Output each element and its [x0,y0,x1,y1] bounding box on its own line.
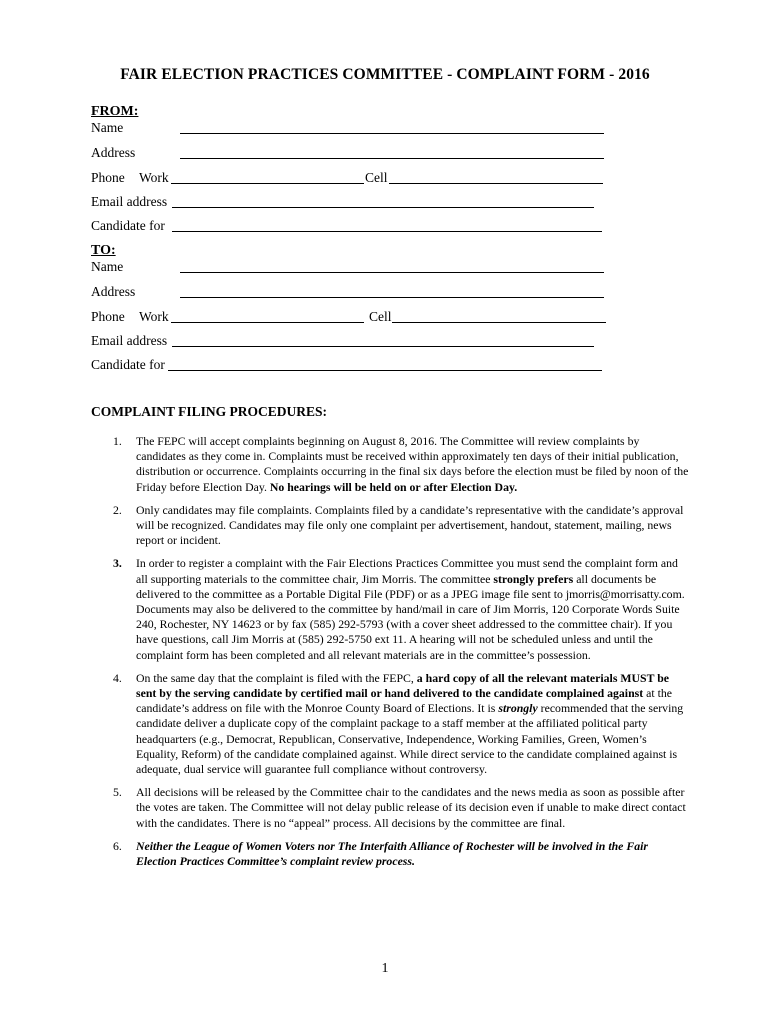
to-heading: TO: [91,243,116,258]
procedure-item [91,503,689,549]
procedure-text: The FEPC will accept complaints beginning on August 8, 2016. The Committee will review complaints by candidates as they come in. Complaints must be received within approximately ten days of their initial publication, distribution or occurrence. Complaints occurring in the final six days before the election must be filed by noon of the Friday before Election Day. [136,434,689,494]
from-email-label: Email address [91,194,168,209]
from-address-field[interactable] [180,158,604,159]
from-name-label: Name [91,120,124,135]
to-work-label: Work [139,309,169,324]
form-title: FAIR ELECTION PRACTICES COMMITTEE - COMPLAINT FORM - 2016 [120,66,650,83]
procedure-number: 4. [113,670,122,685]
procedure-number: 6. [113,838,122,853]
procedure-text: All decisions will be released by the Committee chair to the candidates and the news media as soon as possible after the votes are taken. The Committee will not delay public release of its decision even if unable to make direct contact with the candidates. There is no “appeal” process. All decisions by the committee are final. [136,785,686,830]
procedure-item [91,671,689,777]
procedure-bold-italic-text: Neither the League of Women Voters nor The Interfaith Alliance of Rochester will be involved in the Fair Election Practices Committee’s complaint review process. [136,838,648,869]
procedure-bold-text: strongly prefers [493,571,574,586]
procedure-text: all documents be delivered to the committee as a Portable Digital File (PDF) or as a JPEG image file sent to jmorris@morrisatty.com. Documents may also be delivered to the committee by hand/mail in care of Jim Morris, 120 Corporate Words Suite 240, Rochester, NY 14623 or by fax (585) 292-5793 (with a cover sheet addressed to the committee chair). If you have questions, call Jim Morris at (585) 292-5750 ext 11. A hearing will not be scheduled unless and until the complaint form has been completed and all relevant materials are in the committee’s possession. [136,571,685,662]
from-cell-label: Cell [365,170,388,185]
to-phone-label: Phone [91,309,125,324]
to-name-field[interactable] [180,272,604,273]
to-address-label: Address [91,284,136,299]
to-candidate-field[interactable] [168,370,602,371]
procedure-item [91,839,689,869]
from-work-label: Work [139,170,169,185]
from-candidate-label: Candidate for [91,218,165,233]
procedure-text: On the same day that the complaint is filed with the FEPC, [136,670,417,685]
from-name-field[interactable] [180,133,604,134]
from-candidate-field[interactable] [172,231,602,232]
to-cell-label: Cell [369,309,392,324]
procedure-number: 1. [113,434,122,448]
from-work-phone-field[interactable] [171,183,364,184]
from-address-label: Address [91,145,136,160]
procedure-text: recommended that the serving candidate deliver a duplicate copy of the complaint package to a staff member at the affiliated political party headquarters (e.g., Democrat, Republican, Conservative, Independence, Working Families, Green, Women’s Equality, Reform) of the candidate complained against. While direct service to the candidate complained against is adequate, dual service will guarantee full compliance without controversy. [136,701,684,777]
to-candidate-label: Candidate for [91,357,165,372]
from-phone-label: Phone [91,170,125,185]
procedures-list [91,434,689,877]
procedure-number: 2. [113,502,122,517]
to-name-label: Name [91,259,124,274]
procedure-item [91,556,689,662]
procedure-text: Only candidates may file complaints. Complaints filed by a candidate’s representative with the candidate’s approval will be recognized. Candidates may file only one complaint per advertisement, handout, statement, mailing, news report or incident. [136,502,684,548]
procedure-bold-text: a hard copy of all the relevant materials MUST be sent by the serving candidate by certified mail or hand delivered to the candidate complained against [136,670,669,701]
from-heading: FROM: [91,104,139,119]
from-email-field[interactable] [172,207,594,208]
procedure-number: 5. [113,785,122,800]
procedures-heading: COMPLAINT FILING PROCEDURES: [91,404,328,419]
procedure-text: In order to register a complaint with the Fair Elections Practices Committee you must send the complaint form and all supporting materials to the committee chair, Jim Morris. The committee [136,556,678,586]
procedure-item [91,785,689,831]
procedure-item [91,434,689,495]
procedure-text: at the candidate’s address on file with the Monroe County Board of Elections. It is [136,686,672,716]
to-email-field[interactable] [172,346,594,347]
procedure-bold-text: No hearings will be held on or after Election Day. [269,479,518,494]
to-cell-phone-field[interactable] [392,322,606,323]
to-work-phone-field[interactable] [171,322,364,323]
page-number: 1 [381,961,389,976]
procedure-number: 3. [113,556,122,571]
to-email-label: Email address [91,333,168,348]
procedure-bold-italic-text: strongly [498,701,538,716]
from-cell-phone-field[interactable] [389,183,603,184]
to-address-field[interactable] [180,297,604,298]
